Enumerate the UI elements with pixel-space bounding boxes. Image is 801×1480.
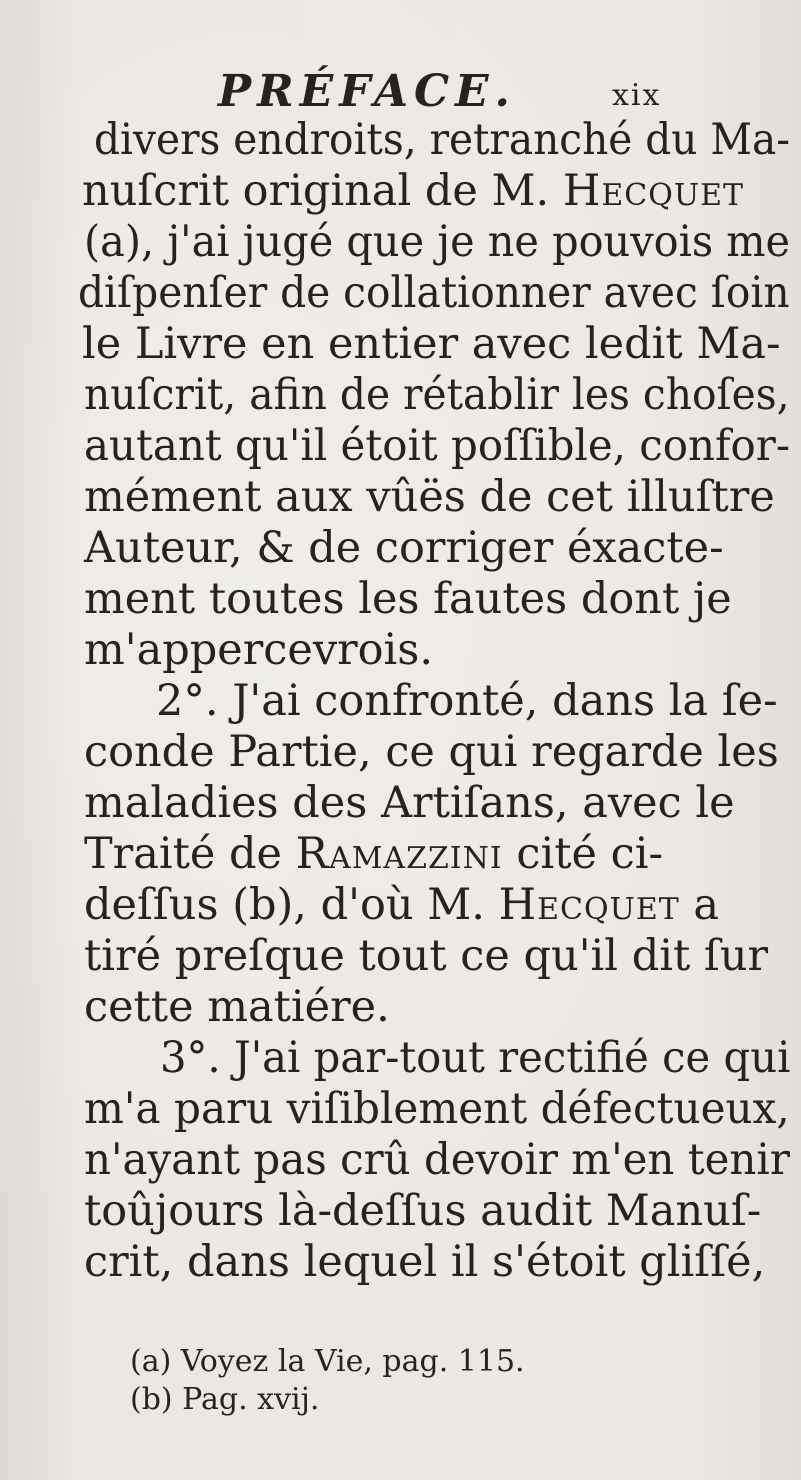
text-line: nuſcrit, afin de rétablir les choſes,: [84, 370, 790, 420]
text-line: nuſcrit original de M. Hecquet: [82, 166, 745, 216]
text-line: (a), j'ai jugé que je ne pouvois me: [84, 217, 791, 267]
footnote: (a) Voyez la Vie, pag. 115.: [130, 1344, 525, 1379]
text-line: mément aux vûës de cet illuſtre: [84, 472, 775, 522]
text-line: Traité de Ramazzini cité ci-: [84, 829, 664, 879]
text-line: conde Partie, ce qui regarde les: [84, 727, 779, 777]
text-line: n'ayant pas crû devoir m'en tenir: [84, 1135, 790, 1185]
text-line: 2°. J'ai confronté, dans la ſe-: [156, 676, 778, 726]
text-line: deſſus (b), d'où M. Hecquet a: [84, 880, 720, 930]
text-line: Auteur, & de corriger éxacte-: [84, 523, 724, 573]
author-name: Ramazzini: [295, 829, 503, 879]
text-line: maladies des Artiſans, avec le: [84, 778, 735, 828]
author-name: Hecquet: [562, 166, 745, 216]
text-line: 3°. J'ai par-tout rectifié ce qui: [160, 1033, 791, 1083]
running-title: PRÉFACE.: [218, 66, 516, 117]
text-line: cette matiére.: [84, 982, 390, 1032]
text-line: le Livre en entier avec ledit Ma-: [82, 319, 781, 369]
text-line: divers endroits, retranché du Ma-: [94, 115, 791, 165]
text-line: tiré preſque tout ce qu'il dit ſur: [84, 931, 769, 981]
author-name: Hecquet: [498, 880, 680, 930]
text-line: diſpenſer de collationner avec ſoin: [78, 268, 790, 318]
page-number: xix: [612, 78, 662, 113]
text-line: toûjours là-deſſus audit Manuſ-: [84, 1186, 762, 1236]
text-line: autant qu'il étoit poſſible, confor-: [84, 421, 791, 471]
footnote: (b) Pag. xvij.: [130, 1382, 320, 1417]
text-line: ment toutes les fautes dont je: [84, 574, 732, 624]
text-line: m'a paru viſiblement défectueux,: [84, 1084, 790, 1134]
text-line: m'appercevrois.: [84, 625, 434, 675]
text-line: crit, dans lequel il s'étoit gliſſé,: [84, 1237, 766, 1287]
